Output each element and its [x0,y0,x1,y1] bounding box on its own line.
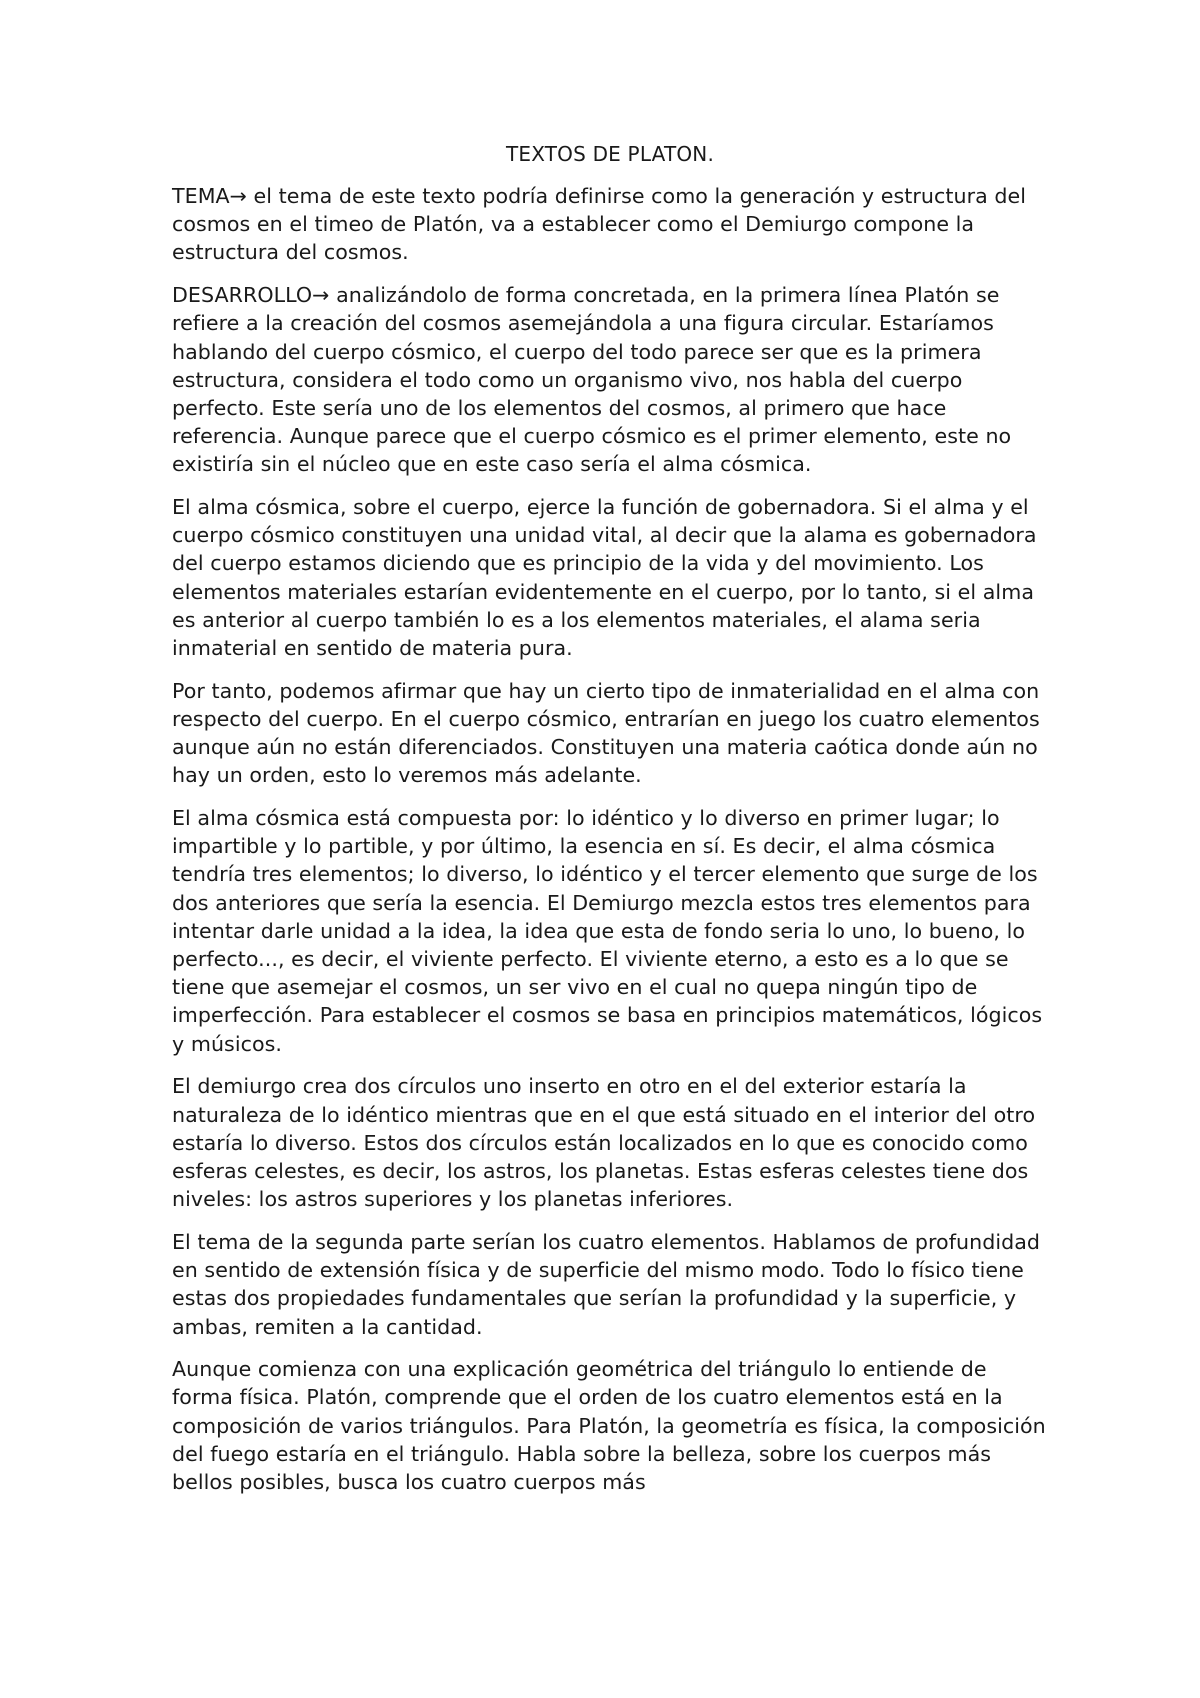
paragraph [172,1355,1048,1496]
paragraph-text: analizándolo de forma concretada, en la primera línea Platón se refiere a la creación del cosmos asemejándola a una figura circular. Estaríamos hablando del cuerpo cósmico, el cuerpo del todo parece ser que es la primera estructura, considera el todo como un organismo vivo, nos habla del cuerpo perfecto. Este sería uno de los elementos del cosmos, al primero que hace referencia. Aunque parece que el cuerpo cósmico es el primer elemento, este no existiría sin el núcleo que en este caso sería el alma cósmica. [172,283,1012,477]
paragraph-text: El alma cósmica, sobre el cuerpo, ejerce la función de gobernadora. Si el alma y el cuerpo cósmico constituyen una unidad vital, al decir que la alama es gobernadora del cuerpo estamos diciendo que es principio de la vida y del movimiento. Los elementos materiales estarían evidentemente en el cuerpo, por lo tanto, si el alma es anterior al cuerpo también lo es a los elementos materiales, el alama seria inmaterial en sentido de materia pura. [172,495,1037,661]
document-body [172,140,1048,1511]
paragraph-text: el tema de este texto podría definirse como la generación y estructura del cosmos en el timeo de Platón, va a establecer como el Demiurgo compone la estructura del cosmos. [172,184,1027,265]
paragraph [172,1072,1048,1213]
paragraph-lead: TEMA→ [172,184,247,208]
paragraph-text: Por tanto, podemos afirmar que hay un cierto tipo de inmaterialidad en el alma con respecto del cuerpo. En el cuerpo cósmico, entrarían en juego los cuatro elementos aunque aún no están diferenciados. Constituyen una materia caótica donde aún no hay un orden, esto lo veremos más adelante. [172,678,1040,788]
paragraph-lead: DESARROLLO→ [172,283,330,308]
paragraph-text: Aunque comienza con una explicación geométrica del triángulo lo entiende de forma física. Platón, comprende que el orden de los cuatro elementos está en la composición de varios triángulos. Para Platón, la geometría es física, la composición del fuego estaría en el triángulo. Habla sobre la belleza, sobre los cuerpos más bellos posibles, busca los cuatro cuerpos más [172,1357,1046,1495]
paragraph-text: El tema de la segunda parte serían los cuatro elementos. Hablamos de profundidad en sentido de extensión física y de superficie del mismo modo. Todo lo físico tiene estas dos propiedades fundamentales que serían la profundidad y la superficie, y ambas, remiten a la cantidad. [172,1229,1041,1339]
paragraph [172,677,1048,790]
paragraph [172,493,1048,662]
paragraph-text: El demiurgo crea dos círculos uno inserto en otro en el del exterior estaría la naturaleza de lo idéntico mientras que en el que está situado en el interior del otro estaría lo diverso. Estos dos círculos están localizados en lo que es conocido como esferas celestes, es decir, los astros, los planetas. Estas esferas celestes tiene dos niveles: los astros superiores y los planetas inferiores. [172,1074,1036,1212]
document-title: TEXTOS DE PLATON. [505,142,715,166]
paragraph-text: El alma cósmica está compuesta por: lo idéntico y lo diverso en primer lugar; lo impartible y lo partible, y por último, la esencia en sí. Es decir, el alma cósmica tendría tres elementos; lo diverso, lo idéntico y el tercer elemento que surge de los dos anteriores que sería la esencia. El Demiurgo mezcla estos tres elementos para intentar darle unidad a la idea, la idea que esta de fondo seria lo uno, lo bueno, lo perfecto..., es decir, el viviente perfecto. El viviente eterno, a esto es a lo que se tiene que asemejar el cosmos, un ser vivo en el cual no quepa ningún tipo de imperfección. Para establecer el cosmos se basa en principios matemáticos, lógicos y músicos. [172,806,1043,1056]
paragraph [172,804,1048,1058]
paragraph-desarrollo [172,281,1048,478]
paragraph-tema [172,182,1048,267]
paragraph [172,1228,1048,1341]
